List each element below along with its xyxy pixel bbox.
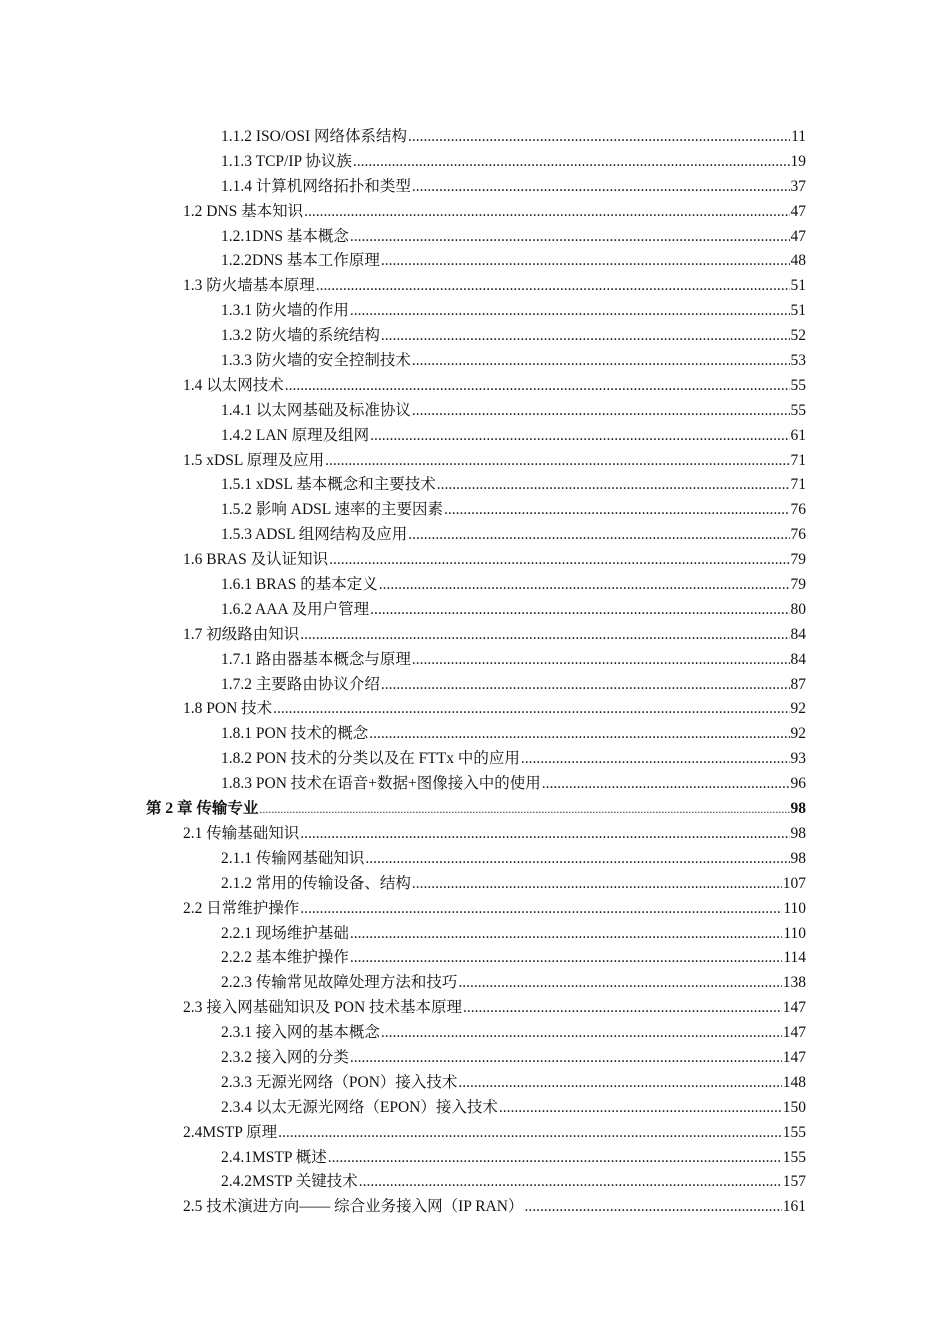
toc-dot-leader: [300, 623, 789, 648]
toc-entry-title: 2.3.3 无源光网络（PON）接入技术: [221, 1073, 458, 1091]
toc-page-number: 87: [790, 675, 806, 693]
toc-dot-leader: [370, 598, 789, 623]
toc-page-number: 150: [782, 1098, 806, 1116]
toc-page-number: 138: [782, 974, 806, 992]
toc-page-number: 79: [790, 551, 806, 569]
toc-dot-leader: [285, 374, 790, 399]
toc-dot-leader: [381, 1021, 782, 1046]
toc-dot-leader: [350, 1046, 782, 1071]
toc-dot-leader: [437, 473, 790, 498]
toc-entry-line: [221, 971, 806, 996]
toc-subsection-entry[interactable]: [0, 150, 950, 175]
toc-dot-leader: [325, 449, 789, 474]
toc-page-number: 51: [790, 277, 806, 295]
toc-page-number: 147: [782, 1024, 806, 1042]
toc-entry-title: 2.1.1 传输网基础知识: [221, 849, 365, 867]
toc-entry-line: [183, 1195, 806, 1220]
toc-entry-line: [221, 523, 806, 548]
toc-entry-line: [221, 648, 806, 673]
toc-entry-line: [221, 1170, 806, 1195]
toc-entry-title: 2.1 传输基础知识: [183, 824, 300, 842]
toc-entry-line: [183, 996, 806, 1021]
toc-entry-title: 1.4.1 以太网基础及标准协议: [221, 401, 411, 419]
toc-entry-title: 2.4.1MSTP 概述: [221, 1148, 327, 1166]
toc-entry-title: 1.1.2 ISO/OSI 网络体系结构: [221, 128, 408, 145]
toc-page-number: 55: [790, 376, 806, 394]
toc-subsection-entry[interactable]: [0, 1096, 950, 1121]
toc-entry-title: 2.3.1 接入网的基本概念: [221, 1024, 380, 1042]
toc-entry-line: [183, 200, 806, 225]
toc-entry-title: 2.3.2 接入网的分类: [221, 1048, 349, 1066]
toc-subsection-entry[interactable]: [0, 1021, 950, 1046]
toc-section-entry[interactable]: [0, 697, 950, 722]
toc-entry-line: [221, 772, 806, 797]
toc-entry-title: 2.5 技术演进方向—— 综合业务接入网（IP RAN）: [183, 1198, 524, 1216]
toc-page-number: 47: [790, 227, 806, 245]
toc-dot-leader: [365, 847, 789, 872]
toc-entry-title: 1.7.2 主要路由协议介绍: [221, 675, 380, 693]
toc-entry-title: 1.2.2DNS 基本工作原理: [221, 252, 380, 270]
toc-entry-line: [221, 1071, 806, 1096]
toc-page-number: 93: [790, 750, 806, 768]
toc-entry-title: 第 2 章 传输专业: [146, 800, 259, 818]
toc-entry-line: [221, 249, 806, 274]
toc-entry-line: [183, 1121, 806, 1146]
toc-subsection-entry[interactable]: [0, 1146, 950, 1171]
toc-entry-title: 1.5 xDSL 原理及应用: [183, 451, 325, 469]
toc-dot-leader: [379, 573, 790, 598]
toc-entry-title: 1.7.1 路由器基本概念与原理: [221, 650, 411, 668]
toc-entry-line: [221, 573, 806, 598]
toc-entry-line: [221, 175, 806, 200]
toc-page-number: 98: [790, 800, 806, 818]
toc-dot-leader: [300, 822, 789, 847]
toc-entry-line: [221, 125, 806, 150]
toc-entry-title: 1.1.3 TCP/IP 协议族: [221, 152, 352, 170]
toc-dot-leader: [381, 249, 790, 274]
toc-entry-title: 2.4MSTP 原理: [183, 1123, 278, 1141]
toc-dot-leader: [444, 498, 789, 523]
toc-dot-leader: [499, 1096, 782, 1121]
toc-dot-leader: [412, 399, 790, 424]
toc-subsection-entry[interactable]: [0, 473, 950, 498]
toc-entry-title: 1.8 PON 技术: [183, 700, 273, 718]
toc-entry-line: [221, 747, 806, 772]
toc-section-entry[interactable]: [0, 374, 950, 399]
toc-entry-title: 1.3.3 防火墙的安全控制技术: [221, 352, 411, 370]
toc-entry-title: 1.3 防火墙基本原理: [183, 277, 315, 295]
toc-entry-line: [221, 847, 806, 872]
toc-entry-line: [183, 449, 806, 474]
toc-entry-title: 1.2 DNS 基本知识: [183, 202, 304, 220]
toc-dot-leader: [458, 1071, 781, 1096]
toc-section-entry[interactable]: [0, 822, 950, 847]
toc-page-number: 55: [790, 401, 806, 419]
toc-dot-leader: [273, 697, 789, 722]
toc-entry-line: [183, 897, 806, 922]
toc-page-number: 53: [790, 352, 806, 370]
toc-subsection-entry[interactable]: [0, 1170, 950, 1195]
toc-subsection-entry[interactable]: [0, 523, 950, 548]
toc-dot-leader: [412, 648, 790, 673]
toc-page-number: 84: [790, 625, 806, 643]
toc-dot-leader: [350, 922, 782, 947]
toc-section-entry[interactable]: [0, 200, 950, 225]
toc-dot-leader: [329, 548, 789, 573]
toc-entry-title: 2.3.4 以太无源光网络（EPON）接入技术: [221, 1098, 498, 1116]
toc-dot-leader: [350, 299, 790, 324]
toc-page-number: 19: [790, 152, 806, 170]
toc-page-number: 155: [782, 1123, 806, 1141]
toc-page-number: 76: [790, 501, 806, 519]
toc-section-entry[interactable]: [0, 274, 950, 299]
toc-entry-line: [221, 1046, 806, 1071]
toc-entry-title: 1.6 BRAS 及认证知识: [183, 551, 329, 569]
toc-subsection-entry[interactable]: [0, 1071, 950, 1096]
toc-dot-leader: [328, 1146, 782, 1171]
toc-page-number: 76: [790, 526, 806, 544]
toc-dot-leader: [412, 872, 782, 897]
toc-subsection-entry[interactable]: [0, 498, 950, 523]
toc-subsection-entry[interactable]: [0, 299, 950, 324]
toc-dot-leader: [524, 1195, 781, 1220]
toc-entry-line: [221, 299, 806, 324]
toc-entry-line: [221, 1021, 806, 1046]
toc-page-number: 11: [791, 128, 806, 145]
toc-section-entry[interactable]: [0, 1121, 950, 1146]
toc-entry-line: [221, 324, 806, 349]
toc-entry-title: 1.7 初级路由知识: [183, 625, 300, 643]
toc-subsection-entry[interactable]: [0, 424, 950, 449]
toc-chapter-entry[interactable]: [0, 797, 950, 822]
toc-dot-leader: [412, 349, 790, 374]
toc-subsection-entry[interactable]: [0, 872, 950, 897]
toc-dot-leader: [350, 946, 782, 971]
toc-dot-leader: [353, 150, 790, 175]
toc-entry-title: 1.5.2 影响 ADSL 速率的主要因素: [221, 501, 444, 519]
toc-entry-line: [221, 399, 806, 424]
toc-dot-leader: [316, 274, 790, 299]
toc-page-number: 147: [782, 1048, 806, 1066]
toc-page-number: 155: [782, 1148, 806, 1166]
toc-page-number: 48: [790, 252, 806, 270]
toc-dot-leader: [259, 797, 789, 822]
toc-section-entry[interactable]: [0, 1195, 950, 1220]
toc-section-entry[interactable]: [0, 548, 950, 573]
toc-dot-leader: [369, 722, 789, 747]
toc-entry-title: 1.8.3 PON 技术在语音+数据+图像接入中的使用: [221, 775, 541, 793]
toc-page-number: 84: [790, 650, 806, 668]
toc-entry-line: [221, 150, 806, 175]
toc-page-number: 37: [790, 177, 806, 195]
toc-subsection-entry[interactable]: [0, 648, 950, 673]
toc-entry-line: [221, 1146, 806, 1171]
toc-entry-title: 1.4.2 LAN 原理及组网: [221, 426, 370, 444]
toc-entry-line: [221, 872, 806, 897]
toc-entry-title: 2.3 接入网基础知识及 PON 技术基本原理: [183, 999, 463, 1017]
toc-entry-line: [183, 548, 806, 573]
toc-page-number: 92: [790, 725, 806, 743]
toc-entry-title: 2.2 日常维护操作: [183, 899, 300, 917]
toc-dot-leader: [300, 897, 782, 922]
toc-entry-line: [221, 673, 806, 698]
toc-entry-title: 1.6.2 AAA 及用户管理: [221, 600, 370, 618]
toc-page-number: 110: [783, 924, 806, 942]
toc-section-entry[interactable]: [0, 897, 950, 922]
toc-page-number: 92: [790, 700, 806, 718]
toc-page-number: 110: [783, 899, 806, 917]
toc-dot-leader: [458, 971, 781, 996]
toc-page-number: 114: [783, 949, 806, 967]
toc-page-number: 61: [790, 426, 806, 444]
toc-page-number: 71: [790, 451, 806, 469]
toc-page-number: 107: [782, 874, 806, 892]
toc-page-number: 157: [782, 1173, 806, 1191]
toc-entry-title: 1.3.2 防火墙的系统结构: [221, 327, 380, 345]
toc-entry-line: [183, 374, 806, 399]
toc-subsection-entry[interactable]: [0, 349, 950, 374]
toc-subsection-entry[interactable]: [0, 673, 950, 698]
toc-entry-line: [221, 946, 806, 971]
toc-dot-leader: [463, 996, 782, 1021]
toc-entry-line: [183, 623, 806, 648]
toc-page-number: 98: [790, 824, 806, 842]
toc-entry-title: 1.1.4 计算机网络拓扑和类型: [221, 177, 411, 195]
toc-subsection-entry[interactable]: [0, 847, 950, 872]
toc-subsection-entry[interactable]: [0, 747, 950, 772]
toc-page-number: 161: [782, 1198, 806, 1216]
toc-subsection-entry[interactable]: [0, 175, 950, 200]
toc-subsection-entry[interactable]: [0, 573, 950, 598]
toc-entry-line: [221, 424, 806, 449]
toc-dot-leader: [359, 1170, 782, 1195]
toc-entry-line: [221, 498, 806, 523]
toc-entry-title: 1.8.2 PON 技术的分类以及在 FTTx 中的应用: [221, 750, 520, 768]
toc-subsection-entry[interactable]: [0, 1046, 950, 1071]
toc-dot-leader: [408, 125, 790, 150]
toc-entry-title: 1.2.1DNS 基本概念: [221, 227, 349, 245]
toc-entry-line: [221, 349, 806, 374]
toc-entry-line: [221, 598, 806, 623]
toc-entry-line: [146, 797, 806, 822]
toc-page-number: 147: [782, 999, 806, 1017]
toc-entry-title: 1.6.1 BRAS 的基本定义: [221, 576, 378, 594]
toc-section-entry[interactable]: [0, 996, 950, 1021]
toc-entry-title: 2.2.1 现场维护基础: [221, 924, 349, 942]
toc-page-number: 80: [790, 600, 806, 618]
toc-dot-leader: [412, 175, 790, 200]
toc-subsection-entry[interactable]: [0, 125, 950, 150]
toc-page-number: 96: [790, 775, 806, 793]
toc-entry-line: [221, 722, 806, 747]
toc-page-number: 79: [790, 576, 806, 594]
toc-page-number: 47: [790, 202, 806, 220]
toc-page-number: 148: [782, 1073, 806, 1091]
toc-subsection-entry[interactable]: [0, 946, 950, 971]
toc-entry-title: 2.2.2 基本维护操作: [221, 949, 349, 967]
toc-dot-leader: [542, 772, 790, 797]
toc-entry-title: 2.2.3 传输常见故障处理方法和技巧: [221, 974, 458, 992]
toc-subsection-entry[interactable]: [0, 249, 950, 274]
table-of-contents: [0, 125, 950, 1220]
toc-dot-leader: [278, 1121, 782, 1146]
toc-page-number: 71: [790, 476, 806, 494]
toc-dot-leader: [370, 424, 789, 449]
toc-subsection-entry[interactable]: [0, 922, 950, 947]
toc-entry-line: [221, 473, 806, 498]
toc-dot-leader: [381, 673, 790, 698]
toc-subsection-entry[interactable]: [0, 598, 950, 623]
toc-dot-leader: [350, 225, 790, 250]
toc-subsection-entry[interactable]: [0, 225, 950, 250]
toc-section-entry[interactable]: [0, 449, 950, 474]
toc-dot-leader: [304, 200, 789, 225]
toc-dot-leader: [408, 523, 789, 548]
toc-entry-title: 2.4.2MSTP 关键技术: [221, 1173, 358, 1191]
toc-entry-title: 1.3.1 防火墙的作用: [221, 302, 349, 320]
toc-entry-title: 2.1.2 常用的传输设备、结构: [221, 874, 411, 892]
toc-subsection-entry[interactable]: [0, 399, 950, 424]
toc-dot-leader: [521, 747, 790, 772]
toc-entry-line: [183, 697, 806, 722]
toc-subsection-entry[interactable]: [0, 772, 950, 797]
toc-entry-line: [221, 1096, 806, 1121]
toc-subsection-entry[interactable]: [0, 971, 950, 996]
toc-entry-line: [183, 822, 806, 847]
toc-page-number: 52: [790, 327, 806, 345]
toc-section-entry[interactable]: [0, 623, 950, 648]
toc-entry-title: 1.8.1 PON 技术的概念: [221, 725, 369, 743]
toc-entry-line: [221, 225, 806, 250]
toc-page-number: 51: [790, 302, 806, 320]
toc-entry-line: [221, 922, 806, 947]
toc-subsection-entry[interactable]: [0, 324, 950, 349]
toc-subsection-entry[interactable]: [0, 722, 950, 747]
toc-page-number: 98: [790, 849, 806, 867]
toc-entry-title: 1.5.1 xDSL 基本概念和主要技术: [221, 476, 436, 494]
toc-entry-title: 1.4 以太网技术: [183, 376, 284, 394]
toc-entry-title: 1.5.3 ADSL 组网结构及应用: [221, 526, 408, 544]
toc-entry-line: [183, 274, 806, 299]
toc-dot-leader: [381, 324, 790, 349]
